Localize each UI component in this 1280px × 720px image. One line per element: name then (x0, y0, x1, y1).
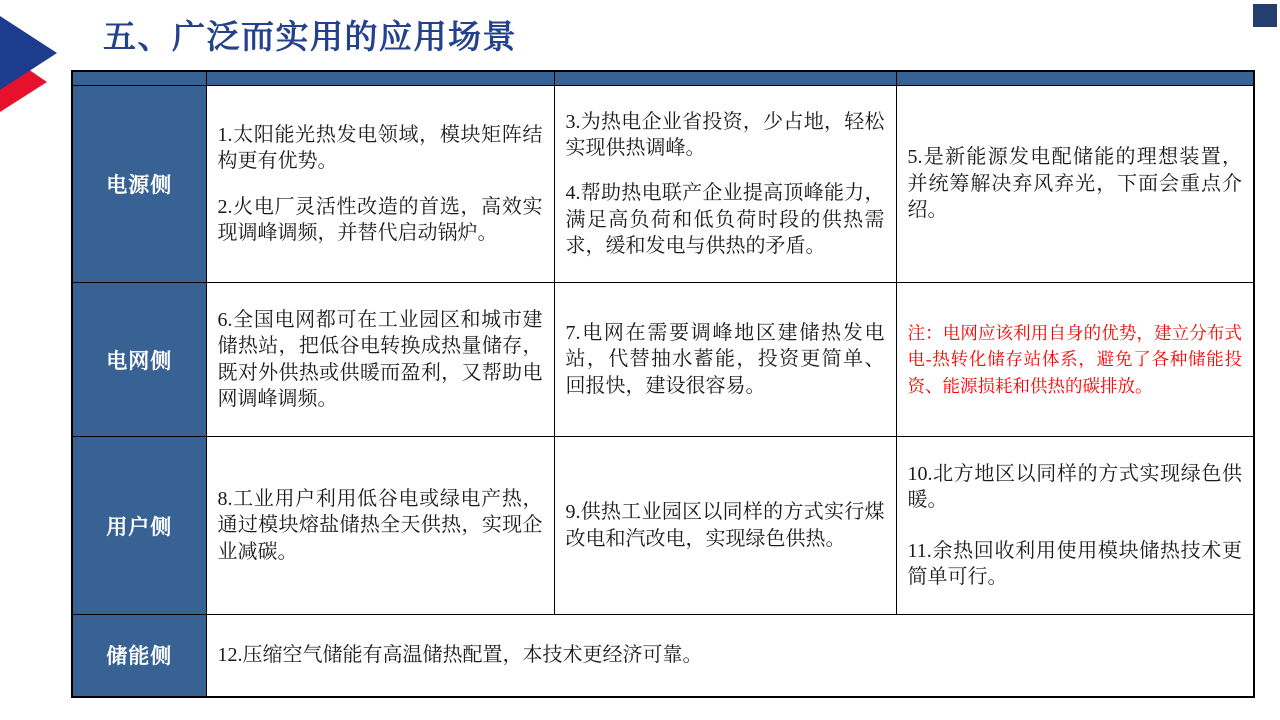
cell-paragraph: 5.是新能源发电配储能的理想装置，并统筹解决弃风弃光，下面会重点介绍。 (907, 146, 1242, 222)
cell-paragraph: 11.余热回收利用使用模块储热技术更简单可行。 (907, 539, 1242, 588)
cell-paragraph: 10.北方地区以同样的方式实现绿色供暖。 (907, 462, 1242, 512)
row-label-storage-side: 储能侧 (72, 615, 206, 697)
cell-user-north-heating (896, 437, 1254, 615)
cell-grid-peak-shaving (554, 283, 896, 437)
cell-power-new-energy-storage (896, 86, 1254, 283)
cell-paragraph: 12.压缩空气储能有高温储热配置，本技术更经济可靠。 (217, 644, 703, 667)
cell-user-industrial (206, 437, 554, 615)
table-row-user-side (72, 437, 1254, 615)
cell-paragraph: 3.为热电企业省投资，少占地，轻松实现供热调峰。 (565, 110, 885, 159)
cell-paragraph: 4.帮助热电联产企业提高顶峰能力，满足高负荷和低负荷时段的供热需求，缓和发电与供热的矛盾。 (565, 182, 885, 258)
cell-paragraph: 1.太阳能光热发电领域，模块矩阵结构更有优势。 (217, 123, 543, 173)
cell-power-solar-thermal (206, 86, 554, 283)
row-label-grid-side: 电网侧 (72, 283, 206, 437)
row-label-user-side: 用户侧 (72, 437, 206, 615)
cell-power-cogeneration (554, 86, 896, 283)
header-cell (554, 71, 896, 86)
cell-user-heating-park (554, 437, 896, 615)
page-title: 五、广泛而实用的应用场景 (103, 20, 517, 56)
table-header-row (72, 71, 1254, 86)
cell-paragraph: 6.全国电网都可在工业园区和城市建储热站，把低谷电转换成热量储存，既对外供热或供暖而盈利，又帮助电网调峰调频。 (217, 308, 543, 410)
cell-paragraph: 7.电网在需要调峰地区建储热发电站，代替抽水蓄能，投资更简单、回报快，建设很容易。 (565, 321, 885, 397)
header-cell (72, 71, 206, 86)
table-row-storage-side (72, 615, 1254, 697)
cell-paragraph: 9.供热工业园区以同样的方式实行煤改电和汽改电，实现绿色供热。 (565, 501, 885, 550)
cell-storage-compressed-air (206, 615, 1254, 697)
row-label-power-side: 电源侧 (72, 86, 206, 283)
application-scenarios-table (71, 70, 1255, 698)
table-row-power-side (72, 86, 1254, 283)
corner-square-icon (1253, 4, 1277, 27)
cell-grid-red-note (896, 283, 1254, 437)
cell-grid-heat-storage-station (206, 283, 554, 437)
cell-paragraph: 注：电网应该利用自身的优势，建立分布式电-热转化储存站体系，避免了各种储能投资、能源损耗和供热的碳排放。 (907, 323, 1242, 396)
cell-paragraph: 2.火电厂灵活性改造的首选，高效实现调峰调频，并替代启动锅炉。 (217, 195, 543, 244)
cell-paragraph: 8.工业用户利用低谷电或绿电产热，通过模块熔盐储热全天供热，实现企业减碳。 (217, 487, 543, 563)
logo-icon (0, 0, 60, 115)
table-row-grid-side (72, 283, 1254, 437)
header-cell (206, 71, 554, 86)
header-cell (896, 71, 1254, 86)
